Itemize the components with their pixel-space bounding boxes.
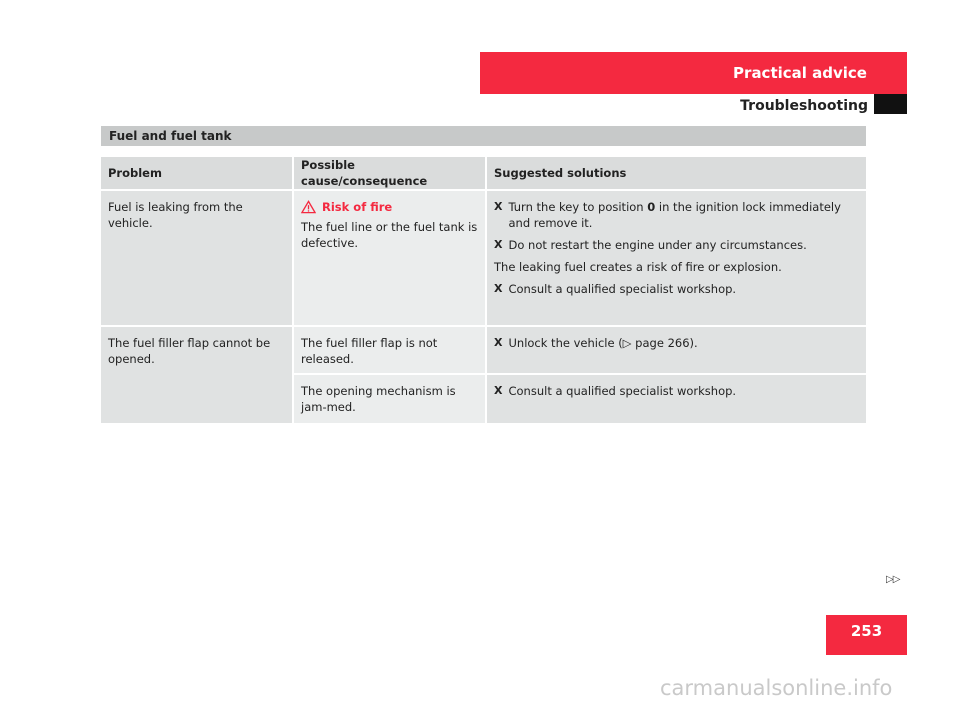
column-header-problem: Problem [101, 157, 293, 190]
table-row [101, 326, 866, 374]
solution-step [494, 335, 859, 351]
table-row [101, 190, 866, 326]
warning-label: Risk of fire [322, 200, 393, 214]
solution-step [494, 281, 859, 297]
step-text: Consult a qualified specialist workshop. [508, 384, 737, 398]
solution-step [494, 199, 859, 231]
problem-text: The fuel filler flap cannot be opened. [108, 336, 271, 366]
step-marker-icon: X [494, 238, 503, 251]
risk-warning [301, 199, 478, 215]
solution-cell [486, 374, 866, 424]
section-header-bar [480, 52, 907, 94]
warning-triangle-icon [301, 200, 316, 214]
cause-cell [293, 190, 486, 326]
page-number: 253 [826, 615, 907, 655]
column-header-cause: Possible cause/consequence [293, 157, 486, 190]
problem-cell [101, 326, 293, 424]
cause-text: The fuel filler flap is not released. [301, 336, 438, 366]
step-text: Unlock the vehicle (▷ page 266). [508, 336, 698, 350]
solution-cell [486, 190, 866, 326]
continued-arrow-icon: ▷▷ [886, 574, 900, 585]
thumb-tab-marker [874, 94, 907, 114]
problem-text: Fuel is leaking from the vehicle. [108, 200, 243, 230]
table-section-title: Fuel and fuel tank [101, 126, 866, 146]
table-header-row [101, 157, 866, 190]
step-marker-icon: X [494, 336, 503, 349]
subsection-title: Troubleshooting [740, 98, 868, 114]
key-position: 0 [647, 200, 656, 214]
step-marker-icon: X [494, 200, 503, 213]
problem-cell [101, 190, 293, 326]
troubleshooting-table [101, 157, 866, 425]
cause-text: The opening mechanism is jam-med. [301, 384, 456, 414]
step-marker-icon: X [494, 384, 503, 397]
column-header-solutions: Suggested solutions [486, 157, 866, 190]
step-text-part: in the ignition lock immediately and remove it. [508, 200, 841, 230]
section-title: Practical advice [733, 64, 867, 82]
solution-cell [486, 326, 866, 374]
step-text: Do not restart the engine under any circumstances. [508, 238, 807, 252]
step-text [508, 199, 859, 231]
solution-step [494, 237, 859, 253]
cause-cell [293, 326, 486, 374]
solution-step [494, 383, 859, 399]
cause-text: The fuel line or the fuel tank is defective. [301, 220, 478, 250]
watermark: carmanualsonline.info [660, 676, 893, 700]
solution-note: The leaking fuel creates a risk of fire or explosion. [494, 260, 782, 274]
cause-cell [293, 374, 486, 424]
step-text-part: Turn the key to position [508, 200, 648, 214]
step-text: Consult a qualified specialist workshop. [508, 282, 737, 296]
step-marker-icon: X [494, 282, 503, 295]
